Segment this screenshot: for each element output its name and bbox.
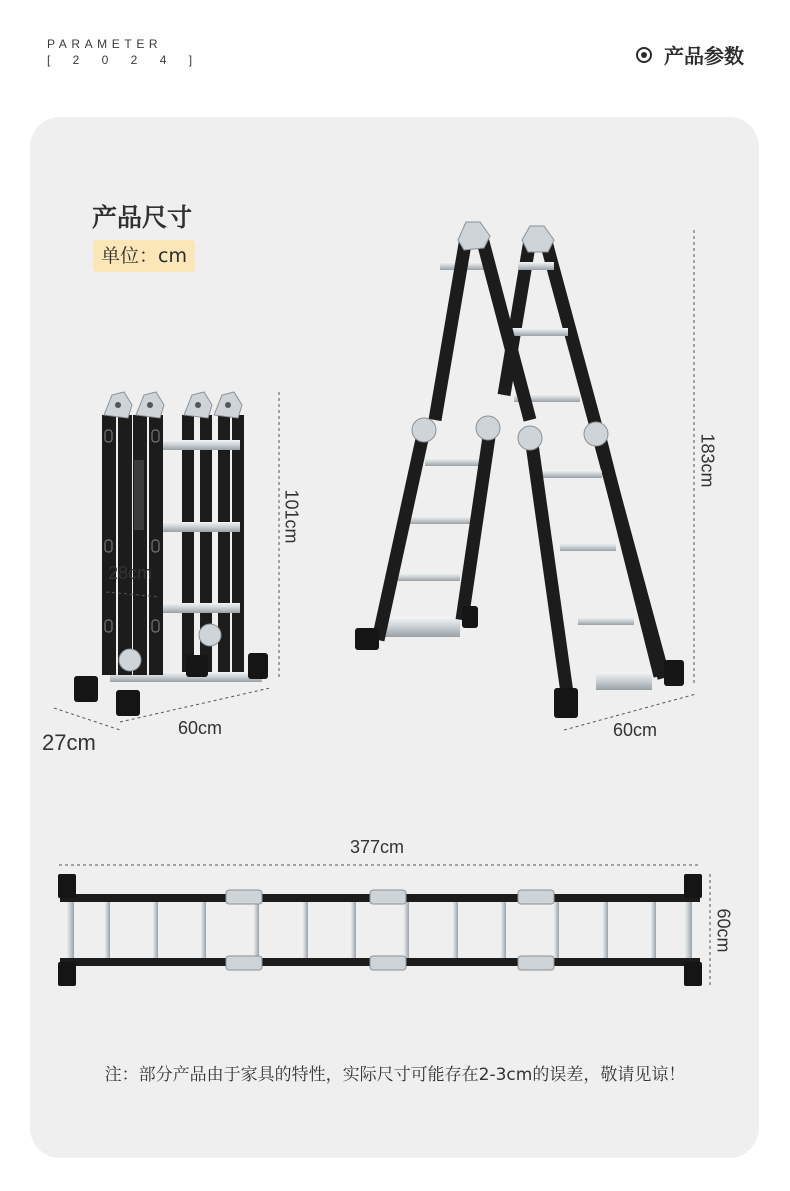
- folded-width-label: 60cm: [178, 718, 223, 738]
- aframe-height-label: [684, 433, 730, 488]
- straight-width-label: [700, 908, 746, 953]
- folded-ladder: [54, 392, 279, 730]
- product-size-title: 产品尺寸: [92, 203, 193, 232]
- straight-width-value: 60cm: [713, 908, 734, 953]
- folded-height-label: [268, 489, 314, 544]
- brand-text: PARAMETER: [47, 37, 163, 51]
- straight-ladder: [58, 865, 710, 986]
- folded-height-value: 101cm: [281, 489, 302, 544]
- unit-badge: 单位：cm: [93, 240, 195, 272]
- disclaimer-note: 注：部分产品由于家具的特性，实际尺寸可能存在2-3cm的误差，敬请见谅！: [104, 1065, 686, 1085]
- brand-year: [ 2 0 2 4 ]: [47, 53, 202, 67]
- straight-length-label: 377cm: [350, 837, 405, 857]
- folded-thickness-label: 27cm: [42, 730, 96, 755]
- section-title: 产品参数: [664, 44, 744, 68]
- aframe-width-label: 60cm: [613, 720, 658, 740]
- aframe-height-value: 183cm: [697, 433, 718, 488]
- aframe-ladder: [355, 222, 696, 730]
- folded-depth-label: 28cm: [108, 563, 153, 583]
